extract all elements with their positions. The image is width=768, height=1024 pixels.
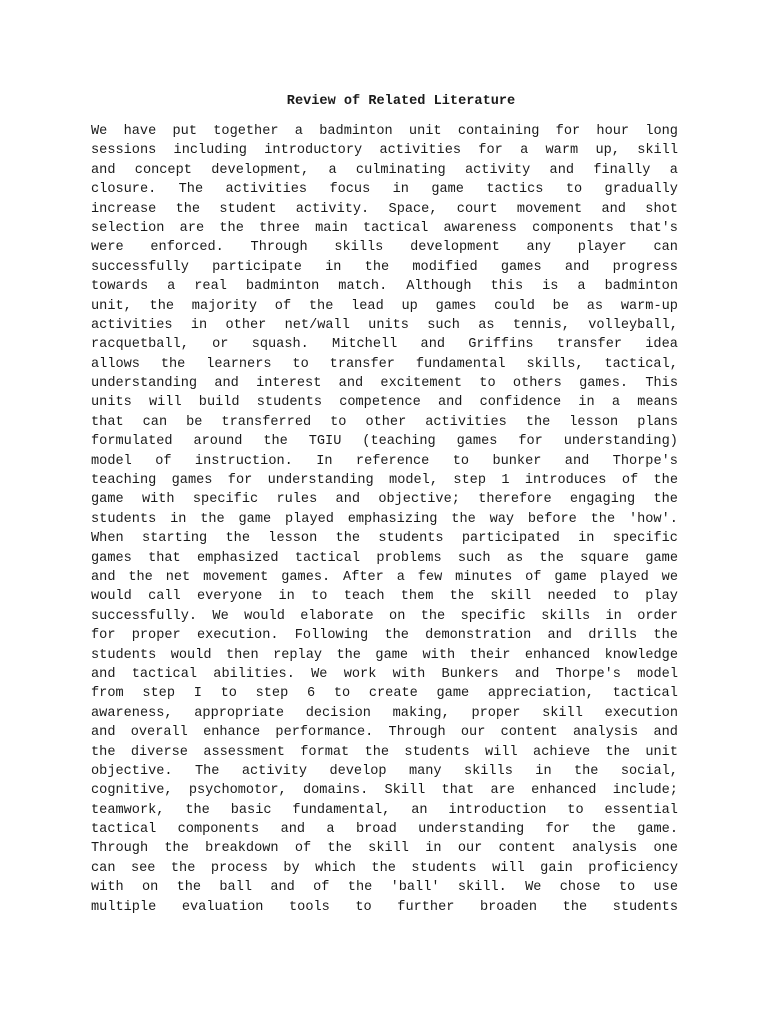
text-line: multiple evaluation tools to further broaden the students [91,899,678,915]
text-line: closure. The activities focus in game tactics to gradually [91,182,678,198]
text-line: with on the ball and of the 'ball' skill. We chose to use [91,880,678,896]
text-line: were enforced. Through skills development any player can [91,240,678,256]
text-line: game with specific rules and objective; therefore engaging the [91,492,678,508]
text-line: that can be transferred to other activities the lesson plans [91,414,678,430]
text-line: objective. The activity develop many skills in the social, [91,763,678,779]
text-line: can see the process by which the students will gain proficiency [91,860,678,876]
text-line: We have put together a badminton unit containing for hour long [91,124,678,139]
text-line: formulated around the TGIU (teaching games for understanding) [91,434,678,450]
text-line: awareness, appropriate decision making, proper skill execution [91,705,678,721]
text-line: teaching games for understanding model, step 1 introduces of the [91,473,678,489]
text-line: towards a real badminton match. Although this is a badminton [91,279,678,295]
text-line: and the net movement games. After a few minutes of game played we [91,569,678,585]
text-line: sessions including introductory activities for a warm up, skill [91,143,678,159]
text-line: Through the breakdown of the skill in our content analysis one [91,841,678,857]
text-line: the diverse assessment format the students will achieve the unit [91,744,678,760]
text-line: cognitive, psychomotor, domains. Skill that are enhanced include; [91,783,678,799]
text-line: understanding and interest and excitement to others games. This [91,376,678,392]
text-line: students would then replay the game with their enhanced knowledge [91,647,678,663]
text-line: model of instruction. In reference to bunker and Thorpe's [91,453,678,469]
text-line: tactical components and a broad understanding for the game. [91,822,678,838]
text-line: units will build students competence and confidence in a means [91,395,678,411]
body-paragraph [91,122,678,917]
text-line: selection are the three main tactical awareness components that's [91,220,678,236]
text-line: When starting the lesson the students participated in specific [91,531,678,547]
text-line: would call everyone in to teach them the skill needed to play [91,589,678,605]
text-line: students in the game played emphasizing the way before the 'how'. [91,511,678,527]
text-line: successfully participate in the modified games and progress [91,259,678,275]
text-line: increase the student activity. Space, court movement and shot [91,201,678,217]
text-line: unit, the majority of the lead up games could be as warm-up [91,298,678,314]
text-line: teamwork, the basic fundamental, an introduction to essential [91,802,678,818]
text-line: for proper execution. Following the demonstration and drills the [91,628,678,644]
text-line: and overall enhance performance. Through our content analysis and [91,725,678,741]
text-line: from step I to step 6 to create game appreciation, tactical [91,686,678,702]
text-line: and concept development, a culminating activity and finally a [91,162,678,178]
text-line: allows the learners to transfer fundamental skills, tactical, [91,356,678,372]
text-line: successfully. We would elaborate on the specific skills in order [91,608,678,624]
page-title: Review of Related Literature [286,94,516,109]
text-line: activities in other net/wall units such as tennis, volleyball, [91,317,678,333]
text-line: racquetball, or squash. Mitchell and Griffins transfer idea [91,337,678,353]
text-line: games that emphasized tactical problems such as the square game [91,550,678,566]
text-line: and tactical abilities. We work with Bunkers and Thorpe's model [91,666,678,682]
